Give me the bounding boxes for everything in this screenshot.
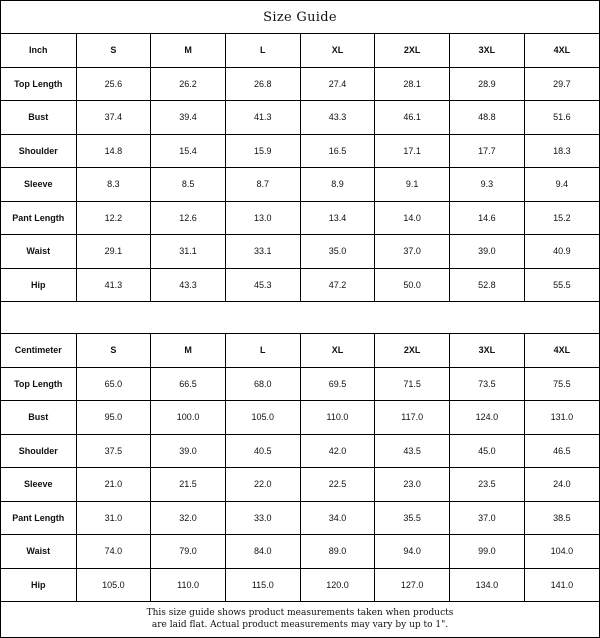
measurement-value: 9.4	[524, 168, 599, 202]
measurement-value: 29.7	[524, 67, 599, 101]
measurement-value: 115.0	[225, 568, 300, 602]
unit-label: Inch	[1, 34, 76, 68]
table-row	[1, 168, 599, 202]
measurement-value: 15.4	[151, 134, 226, 168]
measurement-value: 45.0	[450, 434, 525, 468]
table-row	[1, 367, 599, 401]
measurement-value: 24.0	[524, 468, 599, 502]
measurement-note	[1, 602, 599, 636]
measurement-value: 37.0	[375, 235, 450, 269]
measurement-value: 68.0	[225, 367, 300, 401]
measurement-value: 34.0	[300, 501, 375, 535]
measurement-value: 105.0	[225, 401, 300, 435]
measurement-value: 31.1	[151, 235, 226, 269]
measurement-value: 141.0	[524, 568, 599, 602]
measurement-label: Hip	[1, 268, 76, 302]
measurement-value: 37.4	[76, 101, 151, 135]
table-row	[1, 235, 599, 269]
size-header: M	[151, 334, 226, 368]
measurement-value: 43.3	[300, 101, 375, 135]
measurement-label: Shoulder	[1, 134, 76, 168]
measurement-value: 127.0	[375, 568, 450, 602]
measurement-value: 39.0	[151, 434, 226, 468]
measurement-value: 46.5	[524, 434, 599, 468]
table-row	[1, 268, 599, 302]
measurement-value: 43.5	[375, 434, 450, 468]
measurement-value: 105.0	[76, 568, 151, 602]
measurement-value: 99.0	[450, 535, 525, 569]
measurement-value: 16.5	[300, 134, 375, 168]
measurement-value: 31.0	[76, 501, 151, 535]
measurement-value: 39.4	[151, 101, 226, 135]
measurement-value: 37.5	[76, 434, 151, 468]
measurement-value: 94.0	[375, 535, 450, 569]
measurement-value: 74.0	[76, 535, 151, 569]
measurement-value: 9.3	[450, 168, 525, 202]
measurement-label: Waist	[1, 535, 76, 569]
measurement-value: 40.9	[524, 235, 599, 269]
measurement-value: 51.6	[524, 101, 599, 135]
measurement-note-line-1: This size guide shows product measurements taken when products	[146, 608, 454, 618]
measurement-value: 13.4	[300, 201, 375, 235]
measurement-label: Bust	[1, 401, 76, 435]
measurement-value: 25.6	[76, 67, 151, 101]
measurement-value: 69.5	[300, 367, 375, 401]
measurement-value: 100.0	[151, 401, 226, 435]
measurement-value: 52.8	[450, 268, 525, 302]
measurement-value: 134.0	[450, 568, 525, 602]
measurement-value: 12.2	[76, 201, 151, 235]
measurement-value: 28.9	[450, 67, 525, 101]
measurement-value: 41.3	[225, 101, 300, 135]
measurement-note-line-2: are laid flat. Actual product measurements may vary by up to 1".	[151, 620, 449, 630]
measurement-value: 12.6	[151, 201, 226, 235]
measurement-value: 15.2	[524, 201, 599, 235]
measurement-value: 33.1	[225, 235, 300, 269]
table-row	[1, 401, 599, 435]
measurement-value: 84.0	[225, 535, 300, 569]
size-header: L	[225, 34, 300, 68]
measurement-value: 75.5	[524, 367, 599, 401]
measurement-value: 29.1	[76, 235, 151, 269]
measurement-value: 22.5	[300, 468, 375, 502]
measurement-label: Bust	[1, 101, 76, 135]
measurement-value: 26.8	[225, 67, 300, 101]
size-header: XL	[300, 334, 375, 368]
size-header: S	[76, 34, 151, 68]
inch-size-table	[1, 33, 599, 302]
measurement-value: 8.3	[76, 168, 151, 202]
measurement-value: 28.1	[375, 67, 450, 101]
measurement-value: 14.6	[450, 201, 525, 235]
measurement-value: 8.5	[151, 168, 226, 202]
measurement-label: Pant Length	[1, 501, 76, 535]
measurement-value: 41.3	[76, 268, 151, 302]
measurement-value: 26.2	[151, 67, 226, 101]
measurement-value: 110.0	[300, 401, 375, 435]
size-header: 4XL	[524, 334, 599, 368]
unit-label: Centimeter	[1, 334, 76, 368]
measurement-label: Pant Length	[1, 201, 76, 235]
measurement-value: 110.0	[151, 568, 226, 602]
measurement-value: 131.0	[524, 401, 599, 435]
measurement-value: 23.0	[375, 468, 450, 502]
table-spacer	[1, 302, 599, 334]
measurement-value: 21.0	[76, 468, 151, 502]
measurement-value: 43.3	[151, 268, 226, 302]
measurement-value: 71.5	[375, 367, 450, 401]
measurement-value: 14.8	[76, 134, 151, 168]
size-header: XL	[300, 34, 375, 68]
measurement-label: Waist	[1, 235, 76, 269]
size-header: 4XL	[524, 34, 599, 68]
measurement-value: 117.0	[375, 401, 450, 435]
measurement-value: 8.7	[225, 168, 300, 202]
measurement-label: Top Length	[1, 367, 76, 401]
centimeter-size-table	[1, 333, 599, 602]
measurement-value: 38.5	[524, 501, 599, 535]
measurement-value: 48.8	[450, 101, 525, 135]
table-row	[1, 101, 599, 135]
measurement-value: 8.9	[300, 168, 375, 202]
measurement-value: 65.0	[76, 367, 151, 401]
measurement-value: 27.4	[300, 67, 375, 101]
table-row	[1, 535, 599, 569]
measurement-value: 55.5	[524, 268, 599, 302]
table-row	[1, 134, 599, 168]
measurement-label: Hip	[1, 568, 76, 602]
measurement-value: 47.2	[300, 268, 375, 302]
measurement-label: Sleeve	[1, 168, 76, 202]
measurement-label: Shoulder	[1, 434, 76, 468]
table-row	[1, 468, 599, 502]
table-row	[1, 501, 599, 535]
size-header: 2XL	[375, 34, 450, 68]
measurement-value: 66.5	[151, 367, 226, 401]
size-header: 3XL	[450, 34, 525, 68]
table-row	[1, 434, 599, 468]
measurement-value: 95.0	[76, 401, 151, 435]
measurement-value: 35.5	[375, 501, 450, 535]
size-header: S	[76, 334, 151, 368]
measurement-value: 13.0	[225, 201, 300, 235]
measurement-value: 42.0	[300, 434, 375, 468]
measurement-value: 23.5	[450, 468, 525, 502]
measurement-value: 18.3	[524, 134, 599, 168]
size-guide-title: Size Guide	[1, 1, 599, 34]
measurement-label: Top Length	[1, 67, 76, 101]
measurement-value: 32.0	[151, 501, 226, 535]
table-header-row	[1, 334, 599, 368]
measurement-value: 120.0	[300, 568, 375, 602]
size-header: 2XL	[375, 334, 450, 368]
measurement-value: 17.7	[450, 134, 525, 168]
measurement-value: 40.5	[225, 434, 300, 468]
measurement-value: 21.5	[151, 468, 226, 502]
table-row	[1, 201, 599, 235]
measurement-value: 9.1	[375, 168, 450, 202]
measurement-value: 79.0	[151, 535, 226, 569]
measurement-value: 35.0	[300, 235, 375, 269]
measurement-value: 73.5	[450, 367, 525, 401]
measurement-value: 37.0	[450, 501, 525, 535]
measurement-value: 17.1	[375, 134, 450, 168]
measurement-value: 104.0	[524, 535, 599, 569]
table-row	[1, 67, 599, 101]
measurement-value: 15.9	[225, 134, 300, 168]
measurement-value: 33.0	[225, 501, 300, 535]
measurement-value: 45.3	[225, 268, 300, 302]
size-header: 3XL	[450, 334, 525, 368]
measurement-value: 89.0	[300, 535, 375, 569]
measurement-label: Sleeve	[1, 468, 76, 502]
table-header-row	[1, 34, 599, 68]
measurement-value: 39.0	[450, 235, 525, 269]
measurement-value: 14.0	[375, 201, 450, 235]
table-row	[1, 568, 599, 602]
measurement-value: 46.1	[375, 101, 450, 135]
measurement-value: 124.0	[450, 401, 525, 435]
size-header: L	[225, 334, 300, 368]
size-header: M	[151, 34, 226, 68]
measurement-value: 50.0	[375, 268, 450, 302]
measurement-value: 22.0	[225, 468, 300, 502]
